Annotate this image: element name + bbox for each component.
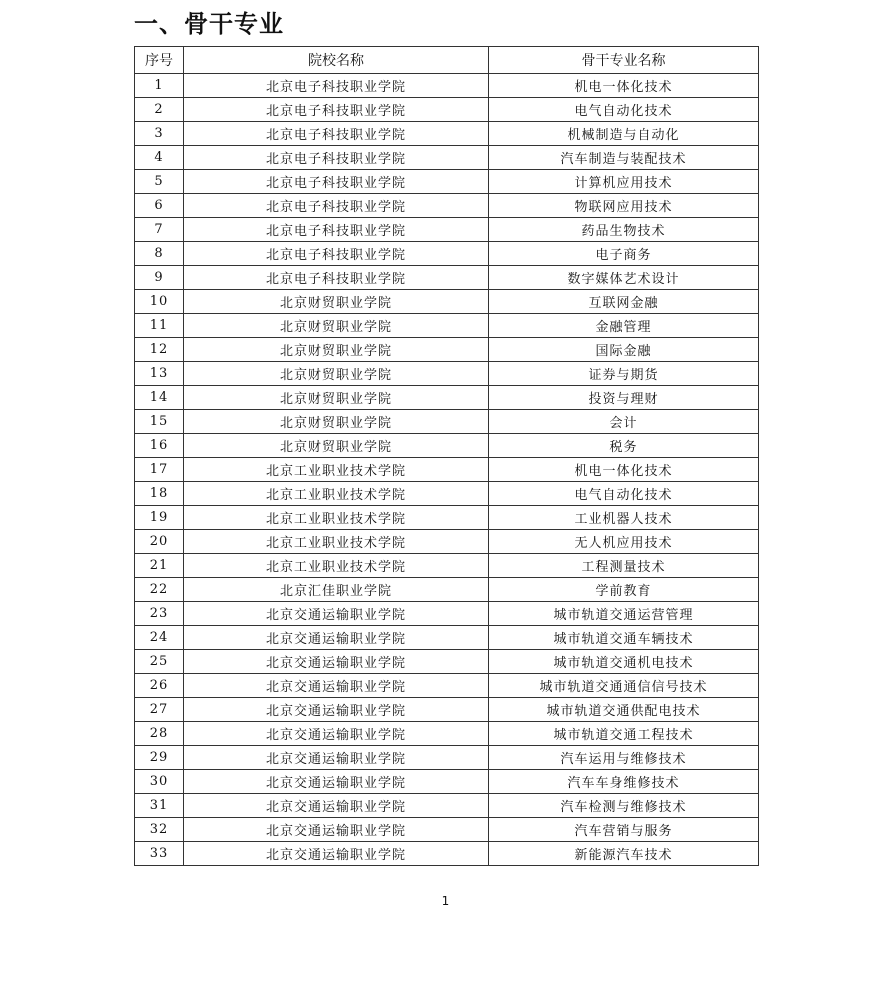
row-school-name: 北京电子科技职业学院	[184, 242, 489, 266]
row-school-name: 北京财贸职业学院	[184, 290, 489, 314]
row-major-name: 税务	[489, 434, 759, 458]
row-serial-number: 6	[135, 194, 184, 218]
table-row	[135, 146, 759, 170]
row-school-name: 北京工业职业技术学院	[184, 530, 489, 554]
row-school-name: 北京电子科技职业学院	[184, 146, 489, 170]
table-row	[135, 266, 759, 290]
table-row	[135, 314, 759, 338]
header-major-name: 骨干专业名称	[489, 47, 759, 74]
row-serial-number: 21	[135, 554, 184, 578]
table-row	[135, 242, 759, 266]
row-serial-number: 9	[135, 266, 184, 290]
table-row	[135, 554, 759, 578]
table-row	[135, 434, 759, 458]
table-row	[135, 698, 759, 722]
row-major-name: 城市轨道交通机电技术	[489, 650, 759, 674]
table-row	[135, 650, 759, 674]
row-major-name: 城市轨道交通工程技术	[489, 722, 759, 746]
row-major-name: 电气自动化技术	[489, 482, 759, 506]
row-serial-number: 3	[135, 122, 184, 146]
row-serial-number: 26	[135, 674, 184, 698]
table-body	[135, 74, 759, 866]
row-school-name: 北京工业职业技术学院	[184, 458, 489, 482]
row-school-name: 北京交通运输职业学院	[184, 674, 489, 698]
row-serial-number: 33	[135, 842, 184, 866]
header-serial-number: 序号	[135, 47, 184, 74]
table-row	[135, 722, 759, 746]
row-major-name: 城市轨道交通供配电技术	[489, 698, 759, 722]
row-major-name: 新能源汽车技术	[489, 842, 759, 866]
row-serial-number: 20	[135, 530, 184, 554]
row-serial-number: 1	[135, 74, 184, 98]
row-major-name: 金融管理	[489, 314, 759, 338]
row-serial-number: 30	[135, 770, 184, 794]
row-major-name: 国际金融	[489, 338, 759, 362]
table-row	[135, 458, 759, 482]
row-major-name: 数字媒体艺术设计	[489, 266, 759, 290]
row-major-name: 汽车营销与服务	[489, 818, 759, 842]
table-row	[135, 842, 759, 866]
table-row	[135, 602, 759, 626]
row-school-name: 北京交通运输职业学院	[184, 842, 489, 866]
row-school-name: 北京交通运输职业学院	[184, 746, 489, 770]
row-school-name: 北京电子科技职业学院	[184, 266, 489, 290]
row-school-name: 北京电子科技职业学院	[184, 74, 489, 98]
row-school-name: 北京交通运输职业学院	[184, 626, 489, 650]
row-school-name: 北京交通运输职业学院	[184, 602, 489, 626]
row-major-name: 电子商务	[489, 242, 759, 266]
header-school-name: 院校名称	[184, 47, 489, 74]
row-serial-number: 14	[135, 386, 184, 410]
table-row	[135, 122, 759, 146]
row-major-name: 城市轨道交通车辆技术	[489, 626, 759, 650]
row-serial-number: 4	[135, 146, 184, 170]
table-row	[135, 338, 759, 362]
table-row	[135, 674, 759, 698]
row-school-name: 北京交通运输职业学院	[184, 650, 489, 674]
page-number: 1	[441, 894, 450, 908]
row-serial-number: 17	[135, 458, 184, 482]
row-major-name: 会计	[489, 410, 759, 434]
table-row	[135, 818, 759, 842]
row-school-name: 北京财贸职业学院	[184, 386, 489, 410]
row-serial-number: 23	[135, 602, 184, 626]
table-row	[135, 194, 759, 218]
table-row	[135, 506, 759, 530]
row-serial-number: 12	[135, 338, 184, 362]
row-school-name: 北京电子科技职业学院	[184, 98, 489, 122]
row-school-name: 北京交通运输职业学院	[184, 722, 489, 746]
row-major-name: 证券与期货	[489, 362, 759, 386]
row-serial-number: 25	[135, 650, 184, 674]
row-school-name: 北京财贸职业学院	[184, 314, 489, 338]
row-major-name: 投资与理财	[489, 386, 759, 410]
row-major-name: 互联网金融	[489, 290, 759, 314]
row-school-name: 北京财贸职业学院	[184, 362, 489, 386]
table-row	[135, 770, 759, 794]
table-header-row	[135, 47, 759, 74]
row-major-name: 工程测量技术	[489, 554, 759, 578]
row-school-name: 北京汇佳职业学院	[184, 578, 489, 602]
table-row	[135, 98, 759, 122]
row-serial-number: 27	[135, 698, 184, 722]
row-school-name: 北京工业职业技术学院	[184, 482, 489, 506]
row-school-name: 北京财贸职业学院	[184, 410, 489, 434]
row-serial-number: 2	[135, 98, 184, 122]
page-title: 一、骨干专业	[134, 10, 284, 38]
row-major-name: 汽车制造与装配技术	[489, 146, 759, 170]
row-serial-number: 19	[135, 506, 184, 530]
row-serial-number: 32	[135, 818, 184, 842]
row-school-name: 北京交通运输职业学院	[184, 818, 489, 842]
row-serial-number: 29	[135, 746, 184, 770]
row-school-name: 北京财贸职业学院	[184, 338, 489, 362]
row-major-name: 汽车检测与维修技术	[489, 794, 759, 818]
row-major-name: 无人机应用技术	[489, 530, 759, 554]
table-row	[135, 218, 759, 242]
table-row	[135, 290, 759, 314]
row-major-name: 工业机器人技术	[489, 506, 759, 530]
row-serial-number: 18	[135, 482, 184, 506]
row-serial-number: 16	[135, 434, 184, 458]
row-school-name: 北京电子科技职业学院	[184, 218, 489, 242]
row-school-name: 北京财贸职业学院	[184, 434, 489, 458]
row-serial-number: 31	[135, 794, 184, 818]
key-majors-table	[134, 46, 759, 866]
row-serial-number: 28	[135, 722, 184, 746]
row-major-name: 学前教育	[489, 578, 759, 602]
row-major-name: 机械制造与自动化	[489, 122, 759, 146]
row-serial-number: 11	[135, 314, 184, 338]
row-major-name: 电气自动化技术	[489, 98, 759, 122]
table-row	[135, 170, 759, 194]
row-serial-number: 5	[135, 170, 184, 194]
table-row	[135, 746, 759, 770]
row-major-name: 汽车车身维修技术	[489, 770, 759, 794]
row-school-name: 北京电子科技职业学院	[184, 194, 489, 218]
table-row	[135, 386, 759, 410]
table-row	[135, 410, 759, 434]
row-major-name: 机电一体化技术	[489, 74, 759, 98]
row-serial-number: 13	[135, 362, 184, 386]
table-row	[135, 482, 759, 506]
row-major-name: 城市轨道交通通信信号技术	[489, 674, 759, 698]
row-major-name: 药品生物技术	[489, 218, 759, 242]
row-major-name: 计算机应用技术	[489, 170, 759, 194]
row-school-name: 北京工业职业技术学院	[184, 554, 489, 578]
row-serial-number: 22	[135, 578, 184, 602]
row-major-name: 城市轨道交通运营管理	[489, 602, 759, 626]
row-school-name: 北京交通运输职业学院	[184, 794, 489, 818]
table-row	[135, 362, 759, 386]
row-serial-number: 10	[135, 290, 184, 314]
row-serial-number: 8	[135, 242, 184, 266]
table-row	[135, 794, 759, 818]
row-major-name: 物联网应用技术	[489, 194, 759, 218]
row-serial-number: 15	[135, 410, 184, 434]
row-serial-number: 7	[135, 218, 184, 242]
row-serial-number: 24	[135, 626, 184, 650]
table-row	[135, 74, 759, 98]
row-school-name: 北京工业职业技术学院	[184, 506, 489, 530]
table-row	[135, 530, 759, 554]
row-school-name: 北京交通运输职业学院	[184, 770, 489, 794]
row-school-name: 北京交通运输职业学院	[184, 698, 489, 722]
table-row	[135, 578, 759, 602]
table-row	[135, 626, 759, 650]
row-major-name: 机电一体化技术	[489, 458, 759, 482]
row-school-name: 北京电子科技职业学院	[184, 122, 489, 146]
row-school-name: 北京电子科技职业学院	[184, 170, 489, 194]
row-major-name: 汽车运用与维修技术	[489, 746, 759, 770]
